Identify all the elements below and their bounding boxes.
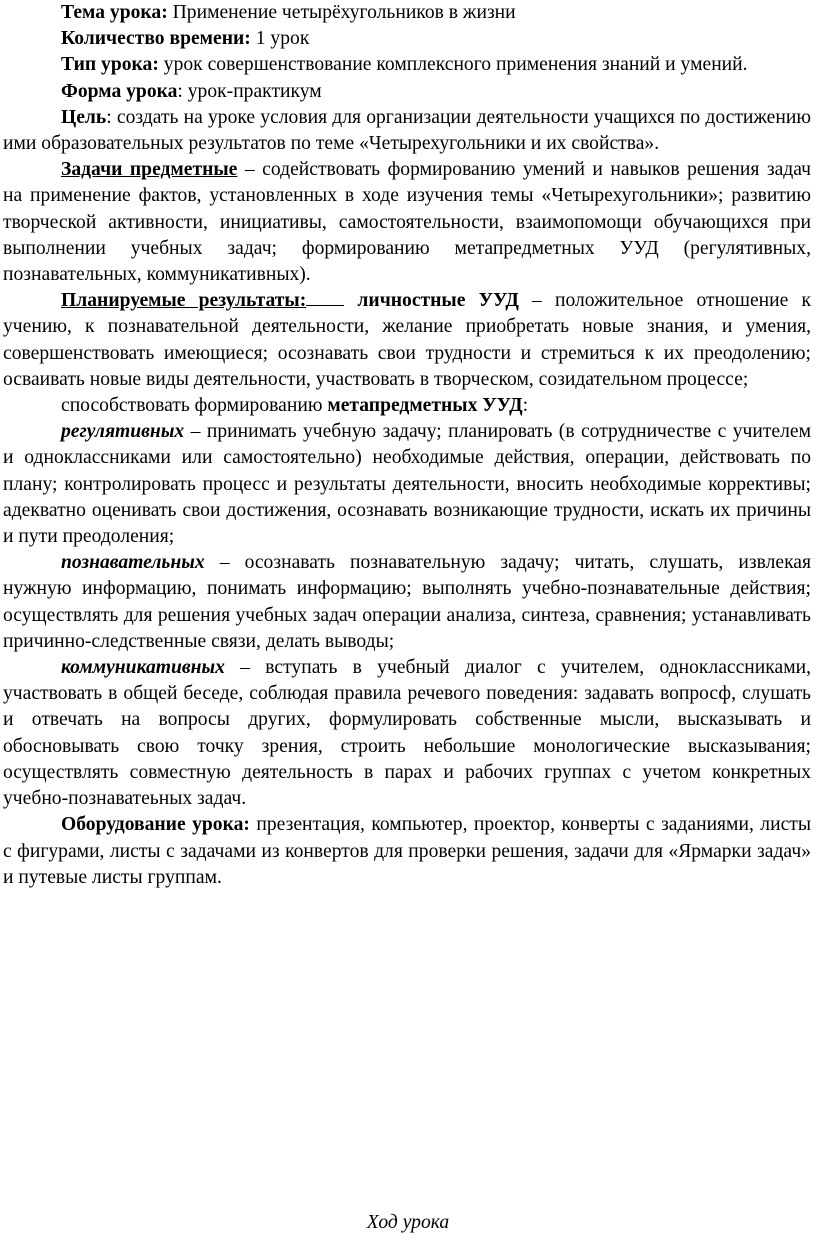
- tasks-label: Задачи предметные: [61, 159, 238, 181]
- lesson-progress-heading: Ход урока: [366, 1212, 450, 1233]
- equipment-label: Оборудование урока:: [61, 814, 250, 836]
- duration-line: [3, 26, 811, 52]
- form-line: [3, 79, 811, 105]
- form-value: : урок-практикум: [177, 80, 322, 102]
- form-label: Форма урока: [61, 80, 178, 102]
- topic-value: Применение четырёхугольников в жизни: [167, 2, 516, 23]
- lesson-plan: [3, 0, 811, 891]
- regulative-value: – принимать учебную задачу; планировать (в сотрудничестве с учителем и одноклассниками или самостоятельно) необходимые действия, операции, действовать по плану; контролировать процесс и результаты деятельности, вносить необходимые коррективы; адекватно оценивать свои достижения, осознавать возникающие трудности, искать их причины и пути преодоления;: [3, 421, 811, 548]
- duration-label: Количество времени:: [61, 28, 251, 50]
- topic-label: Тема урока:: [61, 2, 168, 23]
- duration-value: 1 урок: [250, 28, 310, 50]
- meta-uud-prefix: способствовать формированию: [61, 395, 328, 417]
- lesson-type-value: урок совершенствование комплексного применения знаний и умений.: [158, 54, 748, 76]
- communicative-value: – вступать в учебный диалог с учителем, одноклассниками, участвовать в общей беседе, соблюдая правила речевого поведения: задавать вопросф, слушать и отвечать на вопросы других, формулировать собственные мысли, высказывать и обосновывать свою точку зрения, строить небольшие монологические высказывания; осуществлять совместную деятельность в парах и рабочих группах с учетом конкретных учебно-познаватеьных задач.: [3, 657, 811, 810]
- regulative-label: регулятивных: [61, 421, 185, 443]
- cognitive-label: познавательных: [61, 552, 205, 574]
- lesson-type-paragraph: [3, 52, 811, 78]
- goal-paragraph: [3, 105, 811, 157]
- goal-label: Цель: [61, 106, 107, 128]
- cognitive-paragraph: [3, 550, 811, 655]
- planned-results-label: Планируемые результаты:: [61, 290, 307, 312]
- planned-results-paragraph: [3, 288, 811, 393]
- tasks-paragraph: [3, 157, 811, 288]
- communicative-label: коммуникативных: [61, 657, 225, 679]
- lesson-type-label: Тип урока:: [61, 54, 159, 76]
- goal-value: : создать на уроке условия для организации деятельности учащихся по достижению ими образовательных результатов по теме «Четырехугольники и их свойства».: [3, 106, 811, 155]
- equipment-paragraph: [3, 812, 811, 891]
- meta-uud-suffix: :: [522, 395, 529, 417]
- equipment-value: презентация, компьютер, проектор, конверты с заданиями, листы с фигурами, листы с задачами из конвертов для проверки решения, задачи для «Ярмарки задач» и путевые листы группам.: [3, 814, 811, 888]
- tasks-value: – содействовать формированию умений и навыков решения задач на применение фактов, установленных в ходе изучения темы «Четырехугольники»; развитию творческой активности, инициативы, самостоятельности, взаимопомощи обучающихся при выполнении учебных задач; формированию метапредметных УУД (регулятивных, познавательных, коммуникативных).: [3, 159, 811, 286]
- cognitive-value: – осознавать познавательную задачу; читать, слушать, извлекая нужную информацию, понимать информацию; выполнять учебно-познавательные действия; осуществлять для решения учебных задач операции анализа, синтеза, сравнения; устанавливать причинно-следственные связи, делать выводы;: [3, 552, 811, 652]
- communicative-paragraph: [3, 655, 811, 812]
- topic-line: [3, 0, 811, 26]
- personal-uud-label: личностные УУД: [357, 290, 519, 312]
- regulative-paragraph: [3, 419, 811, 550]
- meta-uud-label: метапредметных УУД: [327, 395, 523, 417]
- meta-uud-line: [3, 393, 811, 419]
- underline-gap: [306, 290, 344, 306]
- personal-uud-value: – положительное отношение к учению, к познавательной деятельности, желание приобретать новые знания, и умения, совершенствовать имеющиеся; осознавать свои трудности и стремиться к их преодолению; осваивать новые виды деятельности, участвовать в творческом, созидательном процессе;: [3, 290, 812, 390]
